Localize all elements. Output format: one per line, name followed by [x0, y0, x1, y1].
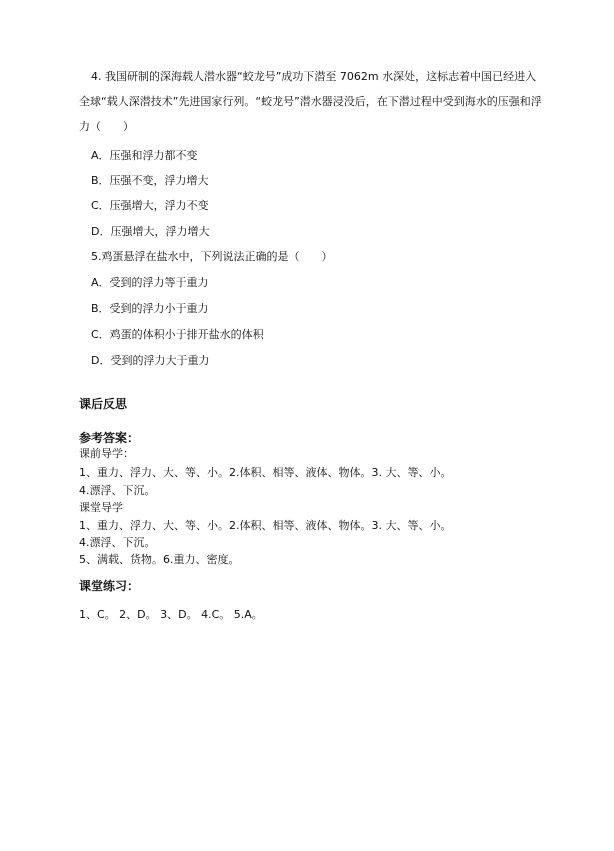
question-4-option-b: B．压强不变，浮力增大 — [91, 174, 209, 187]
inclass-line-1: 1、重力、浮力、大、等、小。2.体积、相等、液体、物体。3. 大、等、小。 — [79, 519, 452, 532]
question-4-option-a: A．压强和浮力都不变 — [91, 149, 198, 162]
preclass-title: 课前导学： — [79, 447, 134, 460]
question-5-stem: 5.鸡蛋悬浮在盐水中，下列说法正确的是（ ） — [91, 250, 333, 263]
inclass-line-3: 5、满载、货物。6.重力、密度。 — [79, 553, 240, 566]
inclass-line-2: 4.漂浮、下沉。 — [79, 536, 156, 549]
question-4-option-c: C．压强增大，浮力不变 — [91, 199, 209, 212]
question-5-option-b: B．受到的浮力小于重力 — [91, 302, 209, 315]
inclass-title: 课堂导学 — [79, 501, 123, 514]
question-4-stem: 4. 我国研制的深海载人潜水器“蛟龙号”成功下潜至 7062m 水深处，这标志着中国已经进入全球“载人深潜技术”先进国家行列。“蛟龙号”潜水器浸没后，在下潜过程中受到海水的压强和浮力（ ） — [79, 70, 542, 133]
preclass-line-2: 4.漂浮、下沉。 — [79, 484, 156, 497]
question-5-option-d: D．受到的浮力大于重力 — [91, 354, 210, 367]
question-5-option-a: A．受到的浮力等于重力 — [91, 276, 209, 289]
question-4-option-d: D．压强增大，浮力增大 — [91, 225, 210, 238]
practice-answers: 1、C。 2、D。 3、D。 4.C。 5.A。 — [79, 608, 263, 621]
preclass-line-1: 1、重力、浮力、大、等、小。2.体积、相等、液体、物体。3. 大、等、小。 — [79, 466, 452, 479]
practice-heading: 课堂练习： — [79, 579, 140, 593]
reflection-heading: 课后反思 — [79, 397, 128, 411]
answers-heading: 参考答案： — [79, 431, 140, 445]
question-5-option-c: C．鸡蛋的体积小于排开盐水的体积 — [91, 328, 264, 341]
